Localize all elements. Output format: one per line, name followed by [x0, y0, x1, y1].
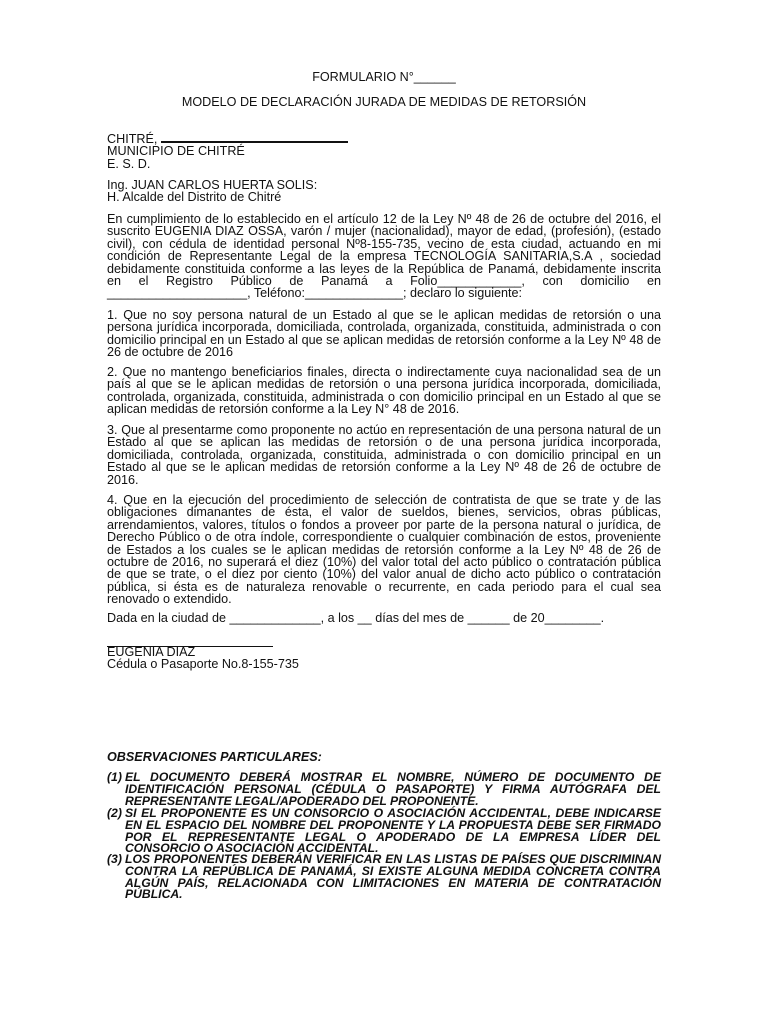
clause-3: 3. Que al presentarme como proponente no actúo en representación de una persona natural de un Estado al que se aplican las medidas de retorsión o de una persona jurídica incorporada, domiciliada, controlada, organizada, constituida, administrada o con domicilio principal en un Estado al que se le aplican medidas de retorsión conforme a la Ley Nº 48 de 26 de octubre de 2016.	[107, 423, 661, 487]
clause-1: 1. Que no soy persona natural de un Estado al que se le aplican medidas de retorsión o una persona jurídica incorporada, domiciliada, controlada, organizada, constituida, administrada o con domicilio principal en un Estado al que se aplican medidas de retorsión conforme a la Ley Nº 48 de 26 de octubre de 2016	[107, 308, 661, 360]
document-title: MODELO DE DECLARACIÓN JURADA DE MEDIDAS DE RETORSIÓN	[181, 95, 587, 109]
observation-item	[107, 772, 661, 807]
intro-paragraph: En cumplimiento de lo establecido en el artículo 12 de la Ley Nº 48 de 26 de octubre del 2016, el suscrito EUGENIA DIAZ OSSA, varón / mujer (nacionalidad), mayor de edad, (profesión), (estado civil), con cédula de identidad personal Nº8-155-735, vecino de esta ciudad, actuando en mi condición de Representante Legal de la empresa TECNOLOGÍA SANITARIA,S.A , sociedad debidamente constituida conforme a las leyes de la República de Panamá, debidamente inscrita en el Registro Público de Panamá a Folio____________, con domicilio en ____________________, Teléfono:______________; declaro lo siguiente:	[107, 212, 661, 301]
observation-number: (2)	[107, 806, 122, 820]
observation-number: (1)	[107, 770, 122, 784]
clause-2: 2. Que no mantengo beneficiarios finales, directa o indirectamente cuya nacionalidad sea de un país al que se le aplican medidas de retorsión o una persona jurídica incorporada, domiciliada, controlada, organizada, constituida, administrada o con domicilio principal en un Estado al que se aplican medidas de retorsión conforme a la Ley N° 48 de 2016.	[107, 365, 661, 417]
esd-label: E. S. D.	[107, 156, 151, 171]
dated-line: Dada en la ciudad de _____________, a los __ días del mes de ______ de 20________.	[107, 611, 605, 625]
clause-4: 4. Que en la ejecución del procedimiento de selección de contratista de que se trate y de las obligaciones dimanantes de ésta, el valor de sueldos, bienes, servicios, obras públicas, arrendamientos, valores, títulos o fondos a proveer por parte de la persona natural o jurídica, de Derecho Público o de otra índole, correspondiente o cualquier combinación de estos, proveniente de Estados a los cuales se le aplican medidas de retorsión conforme a la Ley Nº 48 de 26 de octubre de 2016, no superará el diez (10%) del valor total del acto público o contratación pública de que se trate, o el diez por ciento (10%) del valor anual de dicho acto público o contratación pública, si ésta es de naturaleza renovable o recurrente, en cada periodo para el cual sea renovado o extendido.	[107, 493, 661, 607]
address-block	[107, 131, 661, 170]
observation-item	[107, 854, 661, 901]
recipient-role: H. Alcalde del Distrito de Chitré	[107, 190, 282, 205]
observations-title: OBSERVACIONES PARTICULARES:	[107, 750, 322, 764]
city-label: CHITRÉ,	[107, 132, 158, 146]
recipient-block	[107, 179, 661, 204]
observation-item	[107, 808, 661, 855]
municipio-label: MUNICIPIO DE CHITRÉ	[107, 144, 245, 159]
signer-id: Cédula o Pasaporte No.8-155-735	[107, 657, 299, 672]
signer-name: EUGENIA DIAZ	[107, 645, 196, 659]
city-underline	[161, 131, 348, 143]
form-number: FORMULARIO N°______	[312, 70, 456, 84]
observation-text: LOS PROPONENTES DEBERÁN VERIFICAR EN LAS LISTAS DE PAÍSES QUE DISCRIMINAN CONTRA LA REPÚBLICA DE PANAMÁ, SI EXISTE ALGUNA MEDIDA CONCRETA CONTRA ALGÚN PAÍS, RELACIONADA CON LIMITACIONES EN MATERIA DE CONTRATACIÓN PÚBLICA.	[125, 852, 661, 902]
signature-block	[107, 646, 661, 671]
observation-text: SI EL PROPONENTE ES UN CONSORCIO O ASOCIACIÓN ACCIDENTAL, DEBE INDICARSE EN EL ESPACIO DEL NOMBRE DEL PROPONENTE Y LA PROPUESTA DEBE SER FIRMADO POR EL REPRESENTANTE LEGAL O APODERADO DE LA EMPRESA LÍDER DEL CONSORCIO O ASOCIACIÓN ACCIDENTAL.	[125, 806, 661, 856]
observation-number: (3)	[107, 852, 122, 866]
observation-text: EL DOCUMENTO DEBERÁ MOSTRAR EL NOMBRE, NÚMERO DE DOCUMENTO DE IDENTIFICACIÓN PERSONAL (CÉDULA O PASAPORTE) Y FIRMA AUTÓGRAFA DEL REPRESENTANTE LEGAL/APODERADO DEL PROPONENTE.	[125, 770, 661, 808]
recipient-name: Ing. JUAN CARLOS HUERTA SOLIS:	[107, 178, 318, 192]
